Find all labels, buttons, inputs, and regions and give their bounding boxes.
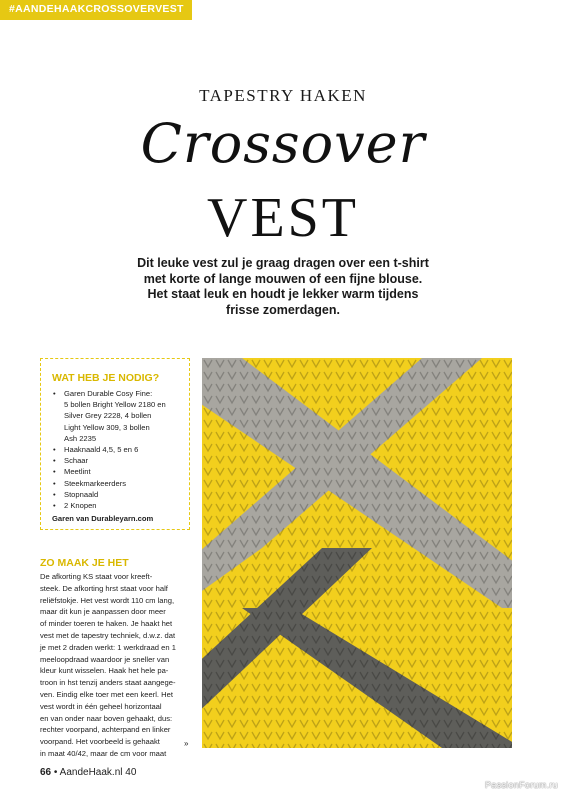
- bullet-icon: •: [53, 445, 56, 455]
- swatch-stitch-texture: [202, 358, 512, 748]
- instructions-line: of minder toeren te haken. Je haakt het: [40, 619, 173, 629]
- materials-item-continued: Silver Grey 2228, 4 bollen: [64, 411, 152, 421]
- materials-item: • Garen Durable Cosy Fine:: [53, 389, 153, 398]
- bullet-icon: •: [53, 478, 56, 488]
- instructions-line: rechter voorpand, achterpand en linker: [40, 725, 171, 735]
- instructions-line: meeloopdraad waardoor je sneller van: [40, 654, 170, 664]
- footer-separator: •: [53, 767, 58, 778]
- materials-item: • Stopnaald: [53, 489, 99, 499]
- instructions-line: kleur kunt wisselen. Haak het hele pa-: [40, 666, 169, 676]
- materials-item-continued: 5 bollen Bright Yellow 2180 en: [64, 400, 166, 410]
- intro-line: Het staat leuk en houdt je lekker warm tijdens: [147, 287, 419, 301]
- page-footer: [40, 767, 136, 778]
- materials-list: [50, 388, 190, 511]
- bullet-icon: •: [53, 501, 56, 511]
- instructions-heading: ZO MAAK JE HET: [40, 557, 129, 569]
- materials-item: • 2 Knopen: [53, 501, 97, 511]
- instructions-line: reliëfstokje. Het vest wordt 110 cm lang,: [40, 595, 175, 605]
- materials-item: • Steekmarkeerders: [53, 478, 127, 488]
- script-title: Crossover: [140, 112, 426, 175]
- instructions-line: vest wordt in één geheel horizontaal: [40, 701, 162, 711]
- materials-item: • Schaar: [53, 456, 89, 466]
- materials-heading: WAT HEB JE NODIG?: [52, 372, 160, 384]
- instructions-line: troon in hst tenzij anders staat aangege-: [40, 678, 176, 688]
- materials-item: • Haaknaald 4,5, 5 en 6: [53, 445, 139, 455]
- intro-line: met korte of lange mouwen of een fijne blouse.: [143, 271, 423, 286]
- materials-item-continued: Ash 2235: [64, 433, 97, 443]
- continue-arrow-icon: »: [184, 739, 189, 748]
- intro-line: frisse zomerdagen.: [226, 302, 340, 317]
- yarn-source: Garen van Durableyarn.com: [52, 514, 154, 523]
- instructions-line: ven. Eindig elke toer met een keerl. Het: [40, 689, 173, 699]
- materials-item-continued: Light Yellow 309, 3 bollen: [64, 422, 150, 432]
- main-title: VEST: [207, 187, 359, 249]
- bullet-icon: •: [53, 389, 56, 398]
- bullet-icon: •: [53, 489, 56, 499]
- instructions-line: De afkorting KS staat voor kreeft-: [40, 572, 153, 581]
- hashtag-label: #AANDEHAAKCROSSOVERVEST: [9, 3, 184, 15]
- instructions-line: in maat 40/42, maar de cm voor maat: [40, 748, 167, 758]
- crochet-swatch-photo: [202, 358, 512, 748]
- instructions-line: vest met de tapestry techniek, d.w.z. dat: [40, 630, 176, 640]
- bullet-icon: •: [53, 467, 56, 477]
- magazine-name: AandeHaak.nl 40: [59, 767, 137, 778]
- instructions-text: [40, 571, 195, 760]
- materials-item: • Meetlint: [53, 467, 91, 477]
- page-number: 66: [40, 767, 52, 778]
- instructions-line: steek. De afkorting hrst staat voor half: [40, 583, 168, 593]
- intro-line: Dit leuke vest zul je graag dragen over een t-shirt: [137, 256, 429, 270]
- watermark: PassionForum.ru: [484, 780, 558, 790]
- intro-paragraph: [60, 256, 506, 318]
- bullet-icon: •: [53, 456, 56, 466]
- instructions-line: je met 2 draden werkt: 1 werkdraad en 1: [40, 642, 176, 652]
- instructions-line: voorpand. Het voorbeeld is gehaakt: [40, 737, 160, 747]
- instructions-line: maar dit kun je aanpassen door meer: [40, 607, 166, 617]
- article-kicker: TAPESTRY HAKEN: [199, 86, 367, 105]
- instructions-line: en van onder naar boven gehaakt, dus:: [40, 713, 173, 723]
